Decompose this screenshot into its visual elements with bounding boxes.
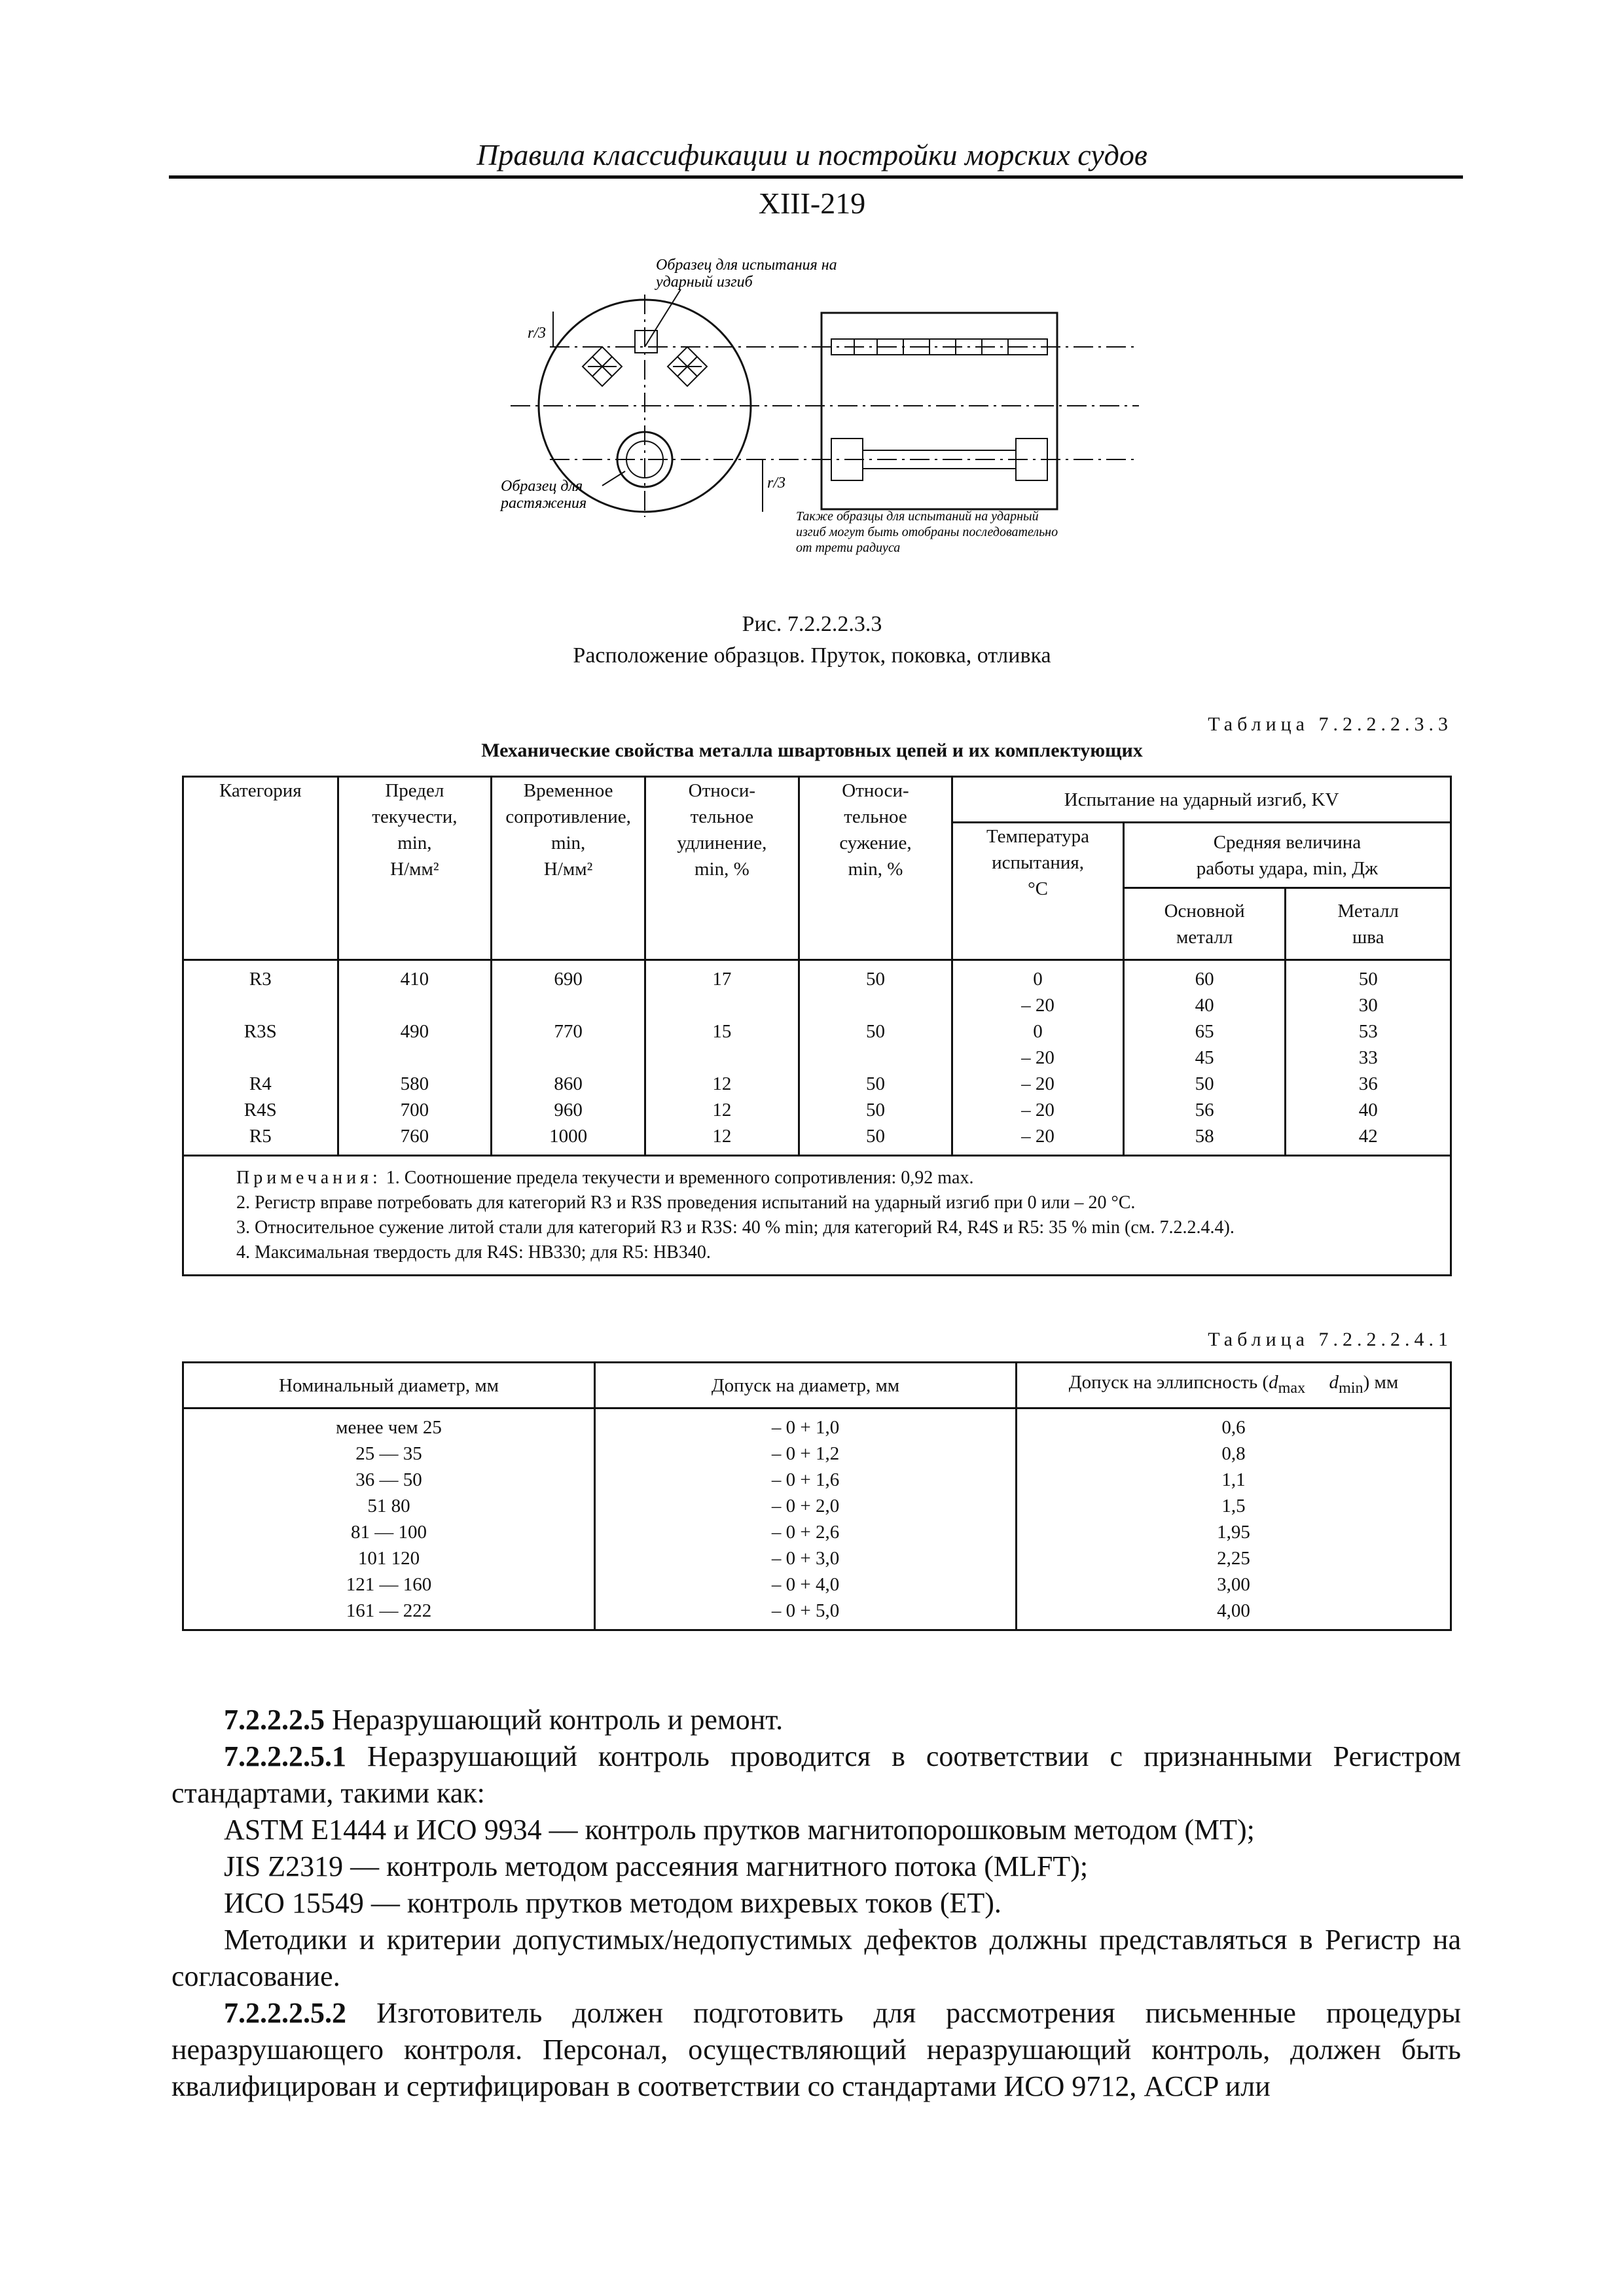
- label-tension-l1: Образец для: [501, 478, 583, 495]
- notes-label: Примечания:: [236, 1168, 382, 1188]
- hatched-diamond-left: [583, 347, 622, 386]
- table1-body-row: [183, 960, 1451, 1156]
- para-7-2-2-2-5-1: 7.2.2.2.5.1 Неразрушающий контроль проводится в соответствии с признанными Регистром стандартами, такими как:: [171, 1740, 1461, 1809]
- figure-caption: [0, 609, 1624, 672]
- th-reduction: Относи- тельное сужение, min, %: [799, 777, 952, 960]
- para-7-2-2-2-5-2: 7.2.2.2.5.2 Изготовитель должен подготовить для рассмотрения письменные процедуры неразрушающего контроля. Персонал, осуществляющий неразрушающий контроль, должен быть квалифицирован и сертифицирован в соответствии со стандартами ИСО 9712, ACCP или: [171, 1997, 1461, 2102]
- col-diameter-tolerance: – 0 + 1,0 – 0 + 1,2 – 0 + 1,6 – 0 + 2,0 – 0 + 2,6 – 0 + 3,0 – 0 + 4,0 – 0 + 5,0: [595, 1408, 1017, 1630]
- table2-label: Таблица 7.2.2.2.4.1: [1208, 1329, 1453, 1350]
- col-yield: 410 490 580 700 760: [338, 960, 492, 1156]
- leader-tension: [602, 471, 625, 486]
- header-rule: [169, 175, 1463, 179]
- table1-notes: [183, 1156, 1451, 1276]
- impact-specimen-square: [635, 331, 657, 353]
- th-category: Категория: [183, 777, 338, 960]
- note-4: 4. Максимальная твердость для R4S: HB330; для R5: HB340.: [236, 1242, 711, 1263]
- para-astm: ASTM E1444 и ИСО 9934 — контроль прутков магнитопорошковым методом (MT);: [224, 1814, 1255, 1846]
- table-mechanical-properties: [182, 776, 1452, 1276]
- th-avg-impact-energy: Средняя величина работы удара, min, Дж: [1123, 823, 1451, 888]
- page-number: XIII-219: [758, 187, 866, 220]
- table1-title: Механические свойства металла швартовных цепей и их комплектующих: [481, 740, 1143, 761]
- col-nominal-diameter: менее чем 25 25 — 35 36 — 50 51 80 81 — 100 101 120 121 — 160 161 — 222: [183, 1408, 595, 1630]
- figure-caption-text: Расположение образцов. Пруток, поковка, отливка: [573, 643, 1051, 668]
- note-2: 2. Регистр вправе потребовать для категорий R3 и R3S проведения испытаний на ударный изгиб при 0 или – 20 °С.: [236, 1193, 1136, 1213]
- body-text: [171, 1702, 1461, 2105]
- th-nominal-diameter: Номинальный диаметр, мм: [183, 1363, 595, 1408]
- th-tensile: Временное сопротивление, min, Н/мм²: [492, 777, 645, 960]
- col-weld-metal: 50 30 53 33 36 40 42: [1286, 960, 1451, 1156]
- label-tension-l2: растяжения: [501, 495, 587, 512]
- th-elongation: Относи- тельное удлинение, min, %: [645, 777, 799, 960]
- note-3: 3. Относительное сужение литой стали для категорий R3 и R3S: 40 % min; для категорий R4, R4S и R5: 35 % min (см. 7.2.2.4.4).: [236, 1217, 1235, 1238]
- note-l2: изгиб могут быть отобраны последовательно: [796, 525, 1058, 539]
- hatched-diamond-right: [668, 347, 707, 386]
- note-1: 1. Соотношение предела текучести и временного сопротивления: 0,92 max.: [386, 1168, 974, 1188]
- th-test-temperature: Температура испытания, °C: [952, 823, 1124, 960]
- table2-body-row: [183, 1408, 1451, 1630]
- col-category: R3 R3S R4 R4S R5: [183, 960, 338, 1156]
- para-jis: JIS Z2319 — контроль методом рассеяния магнитного потока (MLFT);: [224, 1850, 1089, 1882]
- para-iso: ИСО 15549 — контроль прутков методом вихревых токов (ET).: [224, 1887, 1001, 1919]
- figure-caption-number: Рис. 7.2.2.2.3.3: [742, 612, 882, 636]
- table-diameter-tolerances: [182, 1361, 1452, 1631]
- th-impact-test: Испытание на ударный изгиб, KV: [952, 777, 1451, 823]
- col-ovality-tolerance: 0,6 0,8 1,1 1,5 1,95 2,25 3,00 4,00: [1016, 1408, 1451, 1630]
- running-header-title: Правила классификации и постройки морских судов: [477, 138, 1147, 171]
- note-l1: Также образцы для испытаний на ударный: [796, 509, 1039, 524]
- note-l3: от трети радиуса: [796, 541, 901, 555]
- para-7-2-2-2-5: 7.2.2.2.5 Неразрушающий контроль и ремонт.: [224, 1704, 784, 1736]
- para-methods: Методики и критерии допустимых/недопустимых дефектов должны представляться в Регистр на согласование.: [171, 1924, 1461, 1992]
- col-elongation: 17 15 12 12 12: [645, 960, 799, 1156]
- col-reduction: 50 50 50 50 50: [799, 960, 952, 1156]
- th-base-metal: Основной металл: [1123, 888, 1286, 960]
- label-r3-bottom: r/3: [767, 475, 786, 492]
- table1-label: Таблица 7.2.2.2.3.3: [1208, 713, 1453, 735]
- specimen-location-figure: [484, 249, 1152, 563]
- label-bend-l2: ударный изгиб: [656, 274, 753, 291]
- th-diameter-tolerance: Допуск на диаметр, мм: [595, 1363, 1017, 1408]
- col-base-metal: 60 40 65 45 50 56 58: [1123, 960, 1286, 1156]
- col-temperature: 0 – 20 0 – 20 – 20 – 20 – 20: [952, 960, 1124, 1156]
- label-bend-l1: Образец для испытания на: [656, 257, 837, 274]
- th-ovality-tolerance: Допуск на эллипсность ($d_{max}$ $d_{min}$) мм: [1016, 1363, 1451, 1408]
- label-r3-top: r/3: [528, 325, 547, 342]
- th-weld-metal: Металл шва: [1286, 888, 1451, 960]
- leader-bend: [645, 289, 681, 347]
- col-tensile: 690 770 860 960 1000: [492, 960, 645, 1156]
- th-yield: Предел текучести, min, Н/мм²: [338, 777, 492, 960]
